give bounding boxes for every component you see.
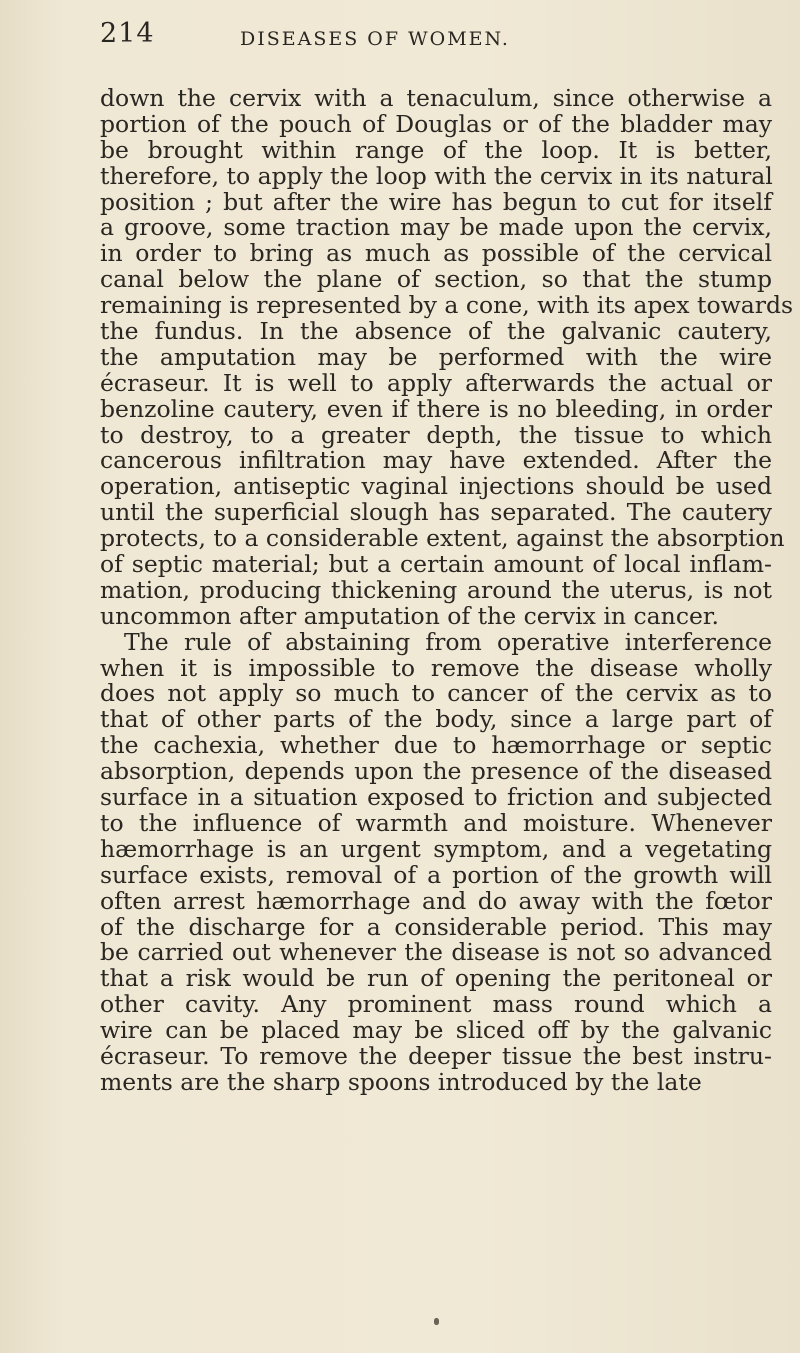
text-line: uncommon after amputation of the cervix in cancer. — [100, 601, 720, 630]
text-line: cancerous infiltration may have extended. After the — [100, 446, 772, 475]
body-text — [100, 84, 794, 1096]
text-line: the fundus. In the absence of the galvanic cautery, — [100, 317, 772, 346]
text-line: be brought within range of the loop. It is better, — [100, 135, 772, 164]
text-line: other cavity. Any prominent mass round which a — [100, 990, 772, 1019]
text-line: when it is impossible to remove the disease wholly — [100, 653, 772, 682]
page-number: 214 — [100, 18, 155, 49]
text-line: écraseur. It is well to apply afterwards the actual or — [100, 368, 772, 397]
text-line: position ; but after the wire has begun to cut for itself — [100, 187, 772, 216]
page-header — [100, 18, 760, 52]
text-line: benzoline cautery, even if there is no bleeding, in order — [100, 394, 772, 423]
text-line: écraseur. To remove the deeper tissue the best instru- — [100, 1041, 772, 1070]
text-line: that a risk would be run of opening the peritoneal or — [100, 964, 772, 993]
text-line: remaining is represented by a cone, with its apex towards — [100, 291, 794, 320]
text-line: a groove, some traction may be made upon the cervix, — [100, 213, 772, 242]
text-line: the amputation may be performed with the wire — [100, 342, 772, 371]
text-line: surface in a situation exposed to friction and subjected — [100, 783, 772, 812]
text-line: The rule of abstaining from operative interference — [124, 627, 772, 656]
text-line: mation, producing thickening around the uterus, is not — [100, 575, 772, 604]
text-line: the cachexia, whether due to hæmorrhage or septic — [100, 731, 772, 760]
text-line: wire can be placed may be sliced off by the galvanic — [100, 1016, 772, 1045]
text-line: in order to bring as much as possible of the cervical — [100, 239, 772, 268]
text-line: ments are the sharp spoons introduced by the late — [100, 1067, 702, 1096]
text-line: operation, antiseptic vaginal injections should be used — [100, 472, 772, 501]
text-line: of septic material; but a certain amount of local inflam- — [100, 550, 772, 579]
text-line: until the superficial slough has separated. The cautery — [100, 498, 772, 527]
text-line: protects, to a considerable extent, against the absorption — [100, 524, 785, 553]
text-line: down the cervix with a tenaculum, since otherwise a — [100, 84, 772, 112]
text-line: portion of the pouch of Douglas or of the bladder may — [100, 109, 772, 138]
text-line: therefore, to apply the loop with the cervix in its natural — [100, 161, 773, 190]
text-line: be carried out whenever the disease is not so advanced — [100, 938, 772, 967]
text-line: to destroy, to a greater depth, the tissue to which — [100, 420, 772, 449]
text-line: hæmorrhage is an urgent symptom, and a vegetating — [100, 834, 772, 863]
text-line: often arrest hæmorrhage and do away with the fœtor — [100, 886, 772, 915]
text-line: to the influence of warmth and moisture. Whenever — [100, 808, 772, 837]
running-head: DISEASES OF WOMEN. — [240, 28, 510, 50]
text-line: does not apply so much to cancer of the cervix as to — [100, 679, 772, 708]
text-line: surface exists, removal of a portion of the growth will — [100, 860, 772, 889]
text-line: absorption, depends upon the presence of the diseased — [100, 757, 772, 786]
text-line: of the discharge for a considerable period. This may — [100, 912, 772, 941]
text-line: canal below the plane of section, so that the stump — [100, 265, 772, 294]
ink-speck — [434, 1318, 439, 1325]
text-line: that of other parts of the body, since a large part of — [100, 705, 772, 734]
